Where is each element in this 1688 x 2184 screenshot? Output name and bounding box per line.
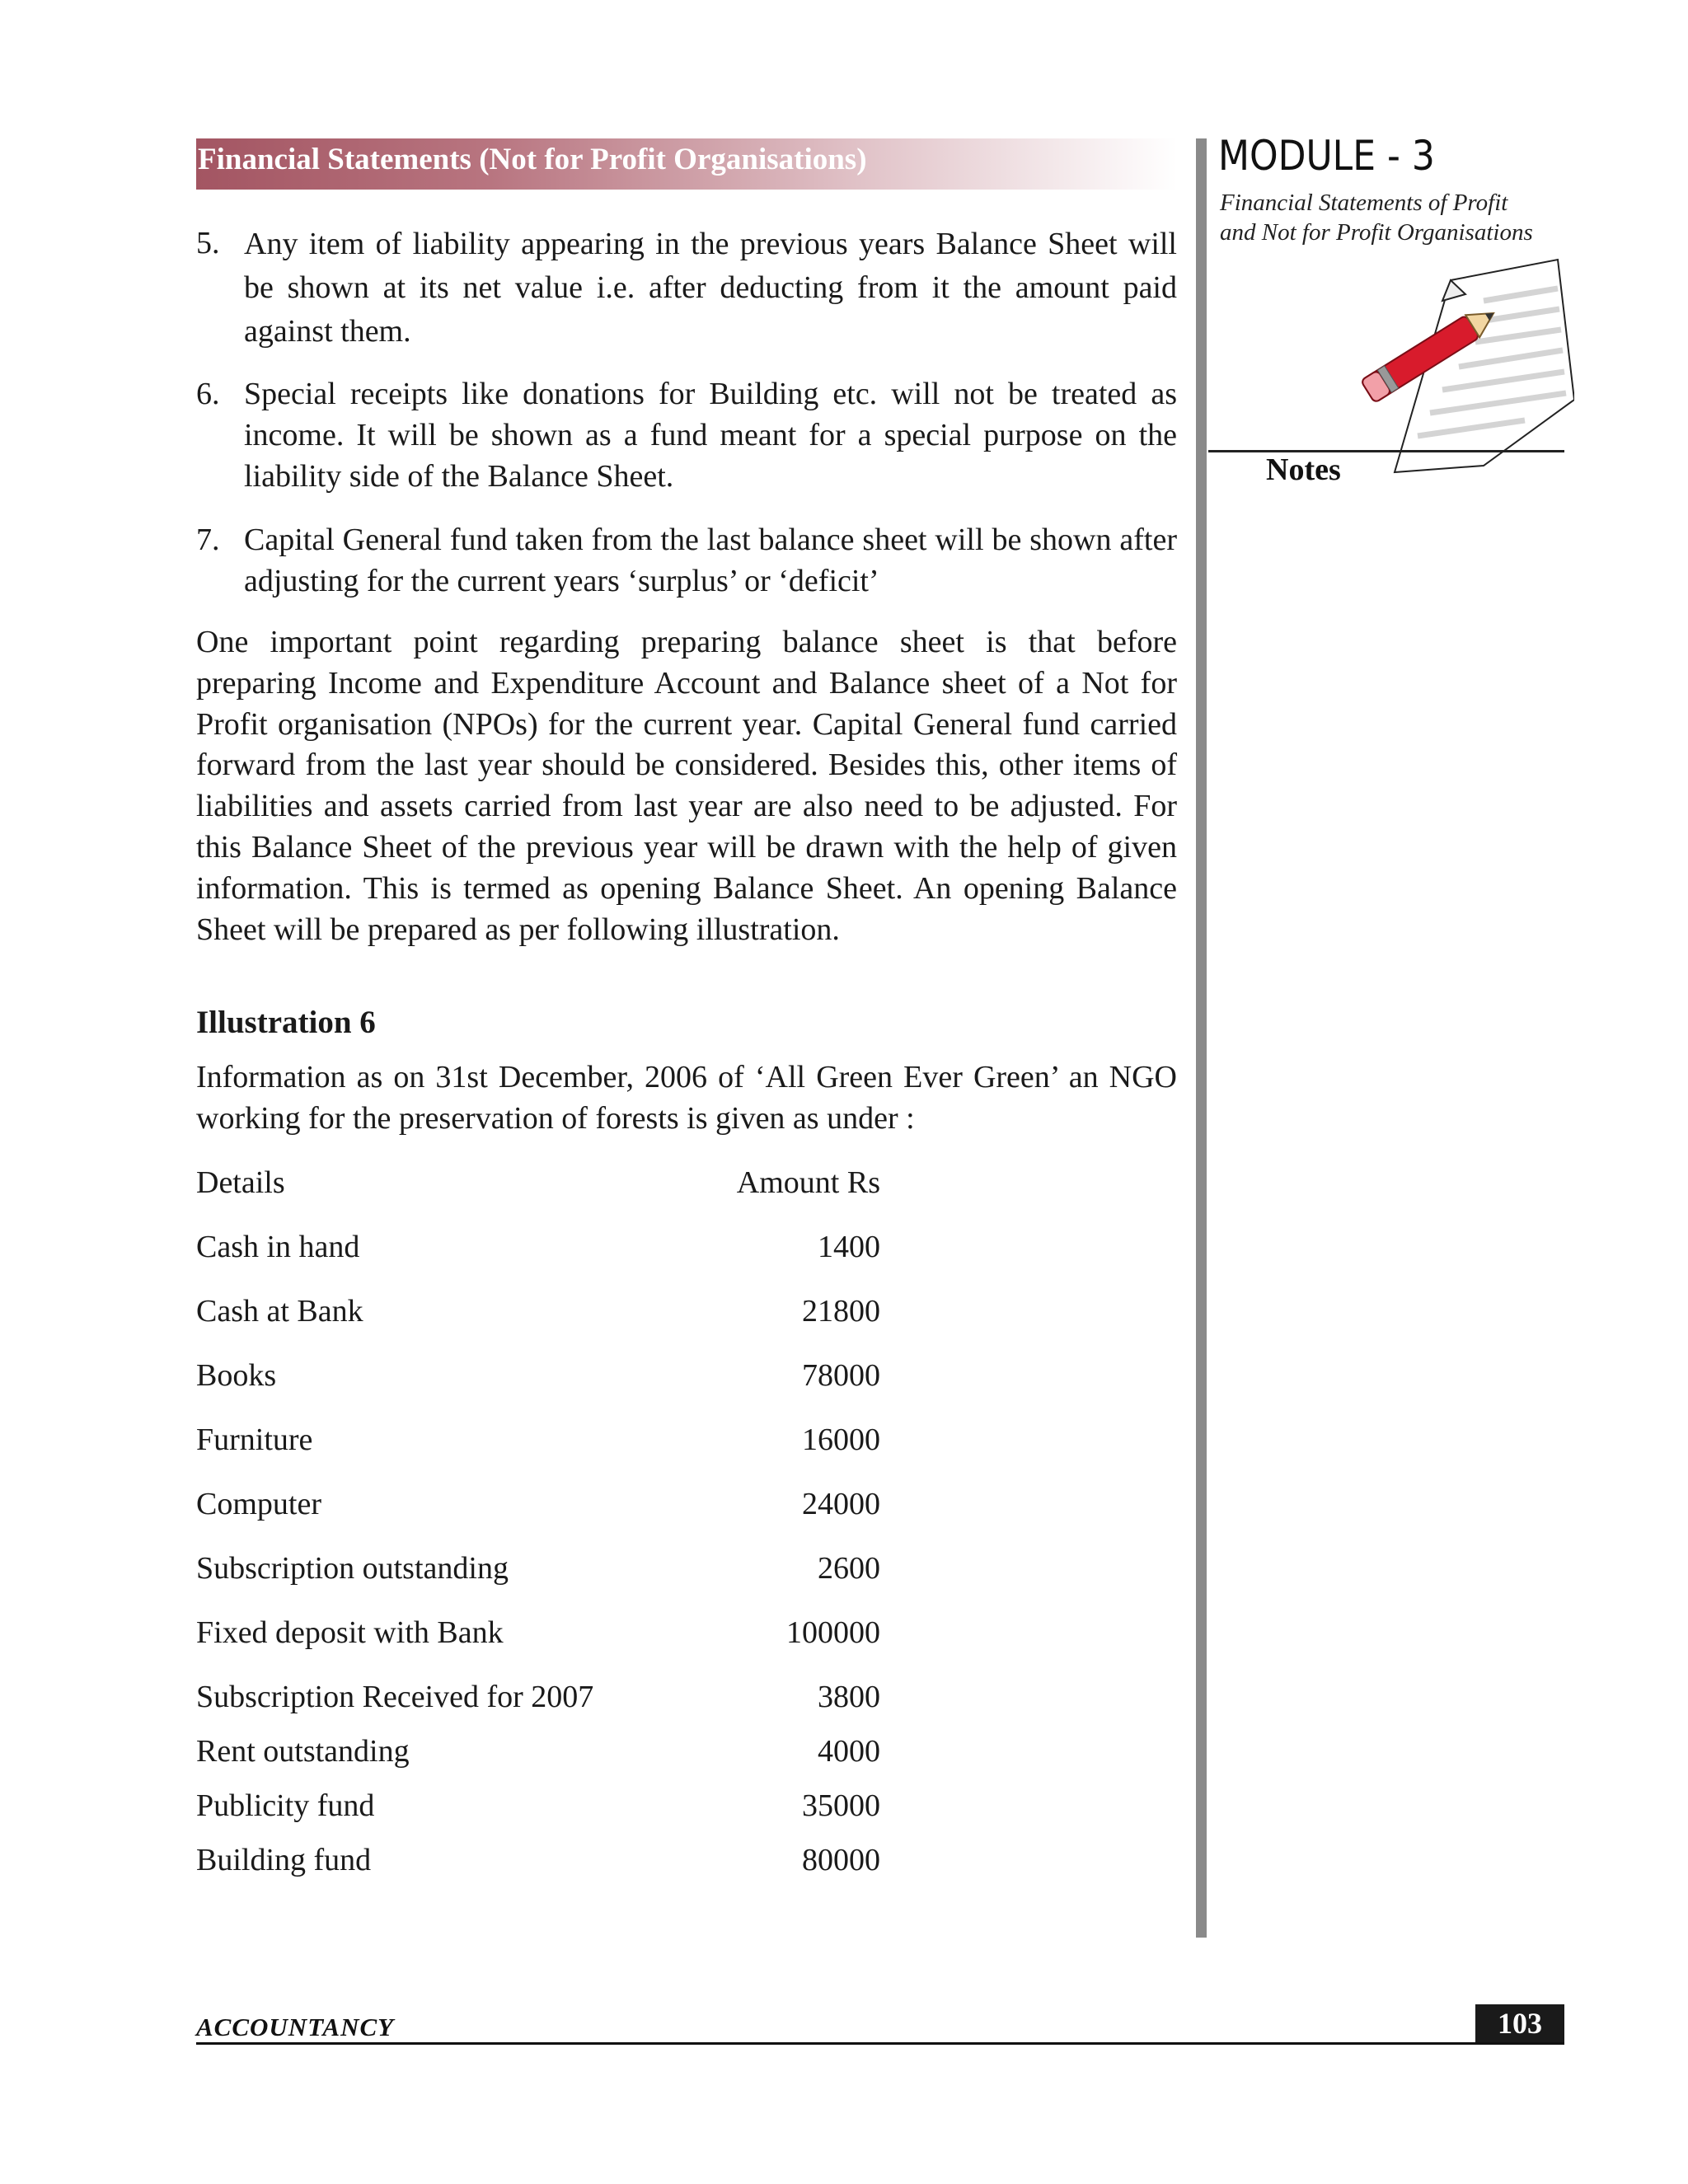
notes-rule — [1208, 450, 1564, 452]
table-cell-amount: 3800 — [818, 1680, 880, 1714]
table-row — [196, 1548, 880, 1589]
table-cell-amount: 1400 — [818, 1230, 880, 1264]
margin-divider — [1196, 138, 1207, 1938]
notepad-pencil-icon — [1360, 251, 1574, 478]
table-cell-amount: 80000 — [802, 1843, 880, 1877]
table-cell-label: Books — [196, 1358, 277, 1393]
module-subtitle-line1: Financial Statements of Profit — [1220, 190, 1508, 216]
list-item-number: 7. — [196, 523, 220, 557]
module-title: MODULE - 3 — [1218, 132, 1435, 180]
table-row — [196, 1291, 880, 1332]
list-item-number: 6. — [196, 377, 220, 411]
table-cell-amount: 4000 — [818, 1734, 880, 1769]
list-item-text: Special receipts like donations for Building etc. will not be treated as income. It will be shown as a fund meant for a special purpose on the liability side of the Balance Sheet. — [244, 377, 1177, 494]
page-header-title: Financial Statements (Not for Profit Organisations) — [198, 143, 867, 176]
table-cell-label: Rent outstanding — [196, 1734, 410, 1769]
page-number: 103 — [1475, 2004, 1564, 2042]
table-row — [196, 1355, 880, 1396]
table-cell-amount: 21800 — [802, 1294, 880, 1329]
table-row — [196, 1731, 880, 1772]
table-row — [196, 1612, 880, 1653]
table-row — [196, 1785, 880, 1826]
list-item-text: Any item of liability appearing in the previous years Balance Sheet will be shown at its net value i.e. after deducting from it the amount paid against them. — [244, 227, 1177, 349]
table-cell-amount: 24000 — [802, 1487, 880, 1521]
table-row — [196, 1226, 880, 1268]
notes-label: Notes — [1266, 452, 1341, 487]
table-cell-amount: 2600 — [818, 1551, 880, 1586]
table-row — [196, 1483, 880, 1525]
table-cell-label: Furniture — [196, 1422, 313, 1457]
table-cell-label: Cash in hand — [196, 1230, 360, 1264]
illustration-info: Information as on 31st December, 2006 of ‘All Green Ever Green’ an NGO working for the preservation of forests is given as under : — [196, 1060, 1177, 1136]
table-cell-label: Cash at Bank — [196, 1294, 363, 1329]
table-row — [196, 1840, 880, 1881]
module-subtitle — [1220, 188, 1648, 247]
table-cell-label: Publicity fund — [196, 1788, 375, 1823]
table-row — [196, 1676, 880, 1718]
footer-rule — [196, 2042, 1564, 2045]
table-cell-label: Computer — [196, 1487, 321, 1521]
table-cell-label: Subscription Received for 2007 — [196, 1680, 594, 1714]
table-cell-amount: 16000 — [802, 1422, 880, 1457]
table-cell-amount: 100000 — [786, 1615, 880, 1650]
table-row — [196, 1419, 880, 1460]
table-cell-label: Fixed deposit with Bank — [196, 1615, 504, 1650]
table-cell-label: Building fund — [196, 1843, 372, 1877]
table-cell-label: Subscription outstanding — [196, 1551, 509, 1586]
module-subtitle-line2: and Not for Profit Organisations — [1220, 219, 1533, 246]
body-paragraph: One important point regarding preparing balance sheet is that before preparing Income and Expenditure Account and Balance sheet of a Not for Profit organisation (NPOs) for the current year. Capital General fund carried forward from the last year should be considered. Besides this, other items of liabilities and assets carried from last year are also need to be adjusted. For this Balance Sheet of the previous year will be drawn with the help of given information. This is termed as opening Balance Sheet. An opening Balance Sheet will be prepared as per following illustration. — [196, 625, 1177, 947]
table-header-details: Details — [196, 1165, 285, 1200]
table-header-row — [196, 1162, 880, 1203]
table-header-amount: Amount Rs — [736, 1165, 880, 1200]
list-item-number: 5. — [196, 226, 220, 260]
list-item-text: Capital General fund taken from the last balance sheet will be shown after adjusting for the current years ‘surplus’ or ‘deficit’ — [244, 523, 1177, 598]
table-cell-amount: 78000 — [802, 1358, 880, 1393]
footer-subject: ACCOUNTANCY — [196, 2013, 395, 2041]
table-cell-amount: 35000 — [802, 1788, 880, 1823]
illustration-title: Illustration 6 — [196, 1005, 376, 1040]
